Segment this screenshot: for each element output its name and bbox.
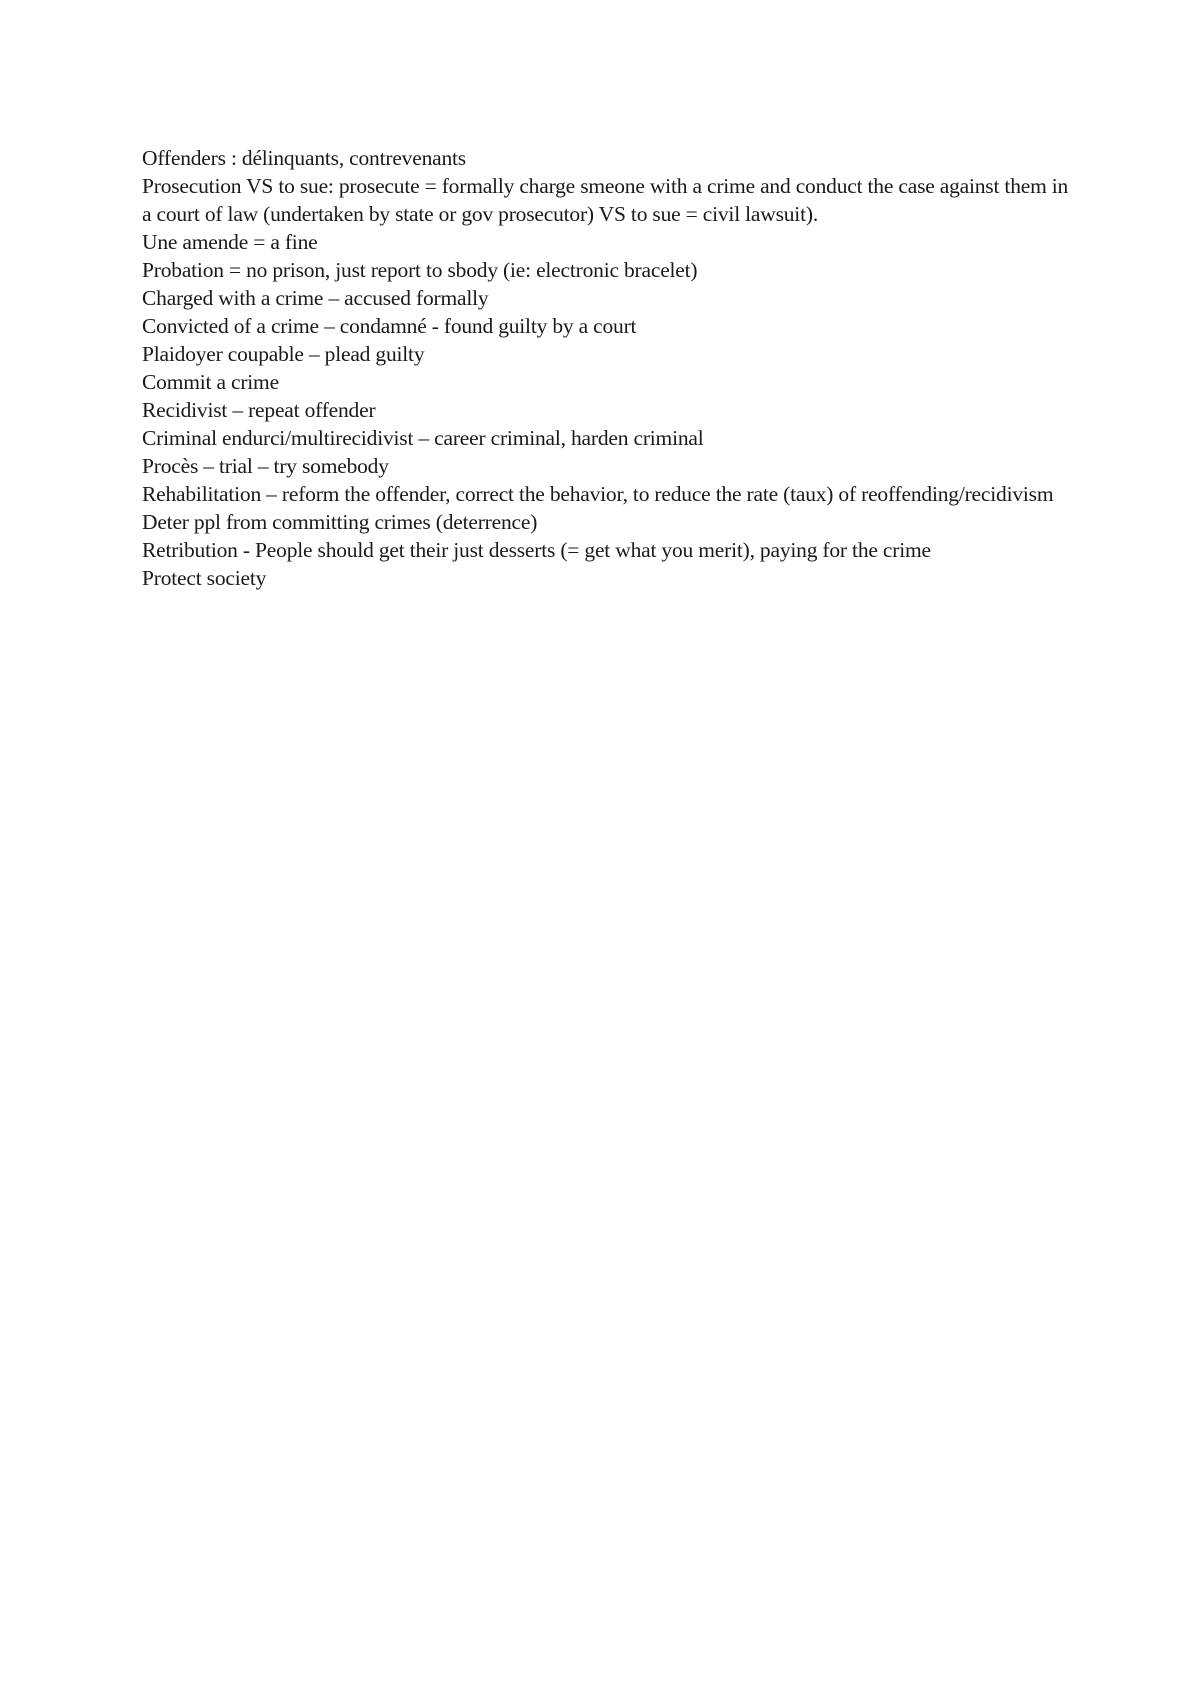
note-line-deter: Deter ppl from committing crimes (deterrence) [142,510,538,534]
note-line-convicted: Convicted of a crime – condamné - found guilty by a court [142,314,637,338]
note-line-recidivist: Recidivist – repeat offender [142,398,376,422]
note-line-prosecution: Prosecution VS to sue: prosecute = formally charge smeone with a crime and conduct the case against them in a court of law (undertaken by state or gov prosecutor) VS to sue = civil lawsuit). [142,174,1069,226]
note-line-proces: Procès – trial – try somebody [142,454,389,478]
note-line-criminal-endurci: Criminal endurci/multirecidivist – career criminal, harden criminal [142,426,704,450]
document-body [142,144,1072,592]
note-line-rehabilitation: Rehabilitation – reform the offender, correct the behavior, to reduce the rate (taux) of reoffending/recidivism [142,482,1054,506]
note-line-retribution: Retribution - People should get their just desserts (= get what you merit), paying for the crime [142,538,931,562]
note-line-protect: Protect society [142,566,267,590]
note-line-plaidoyer: Plaidoyer coupable – plead guilty [142,342,425,366]
note-line-offenders: Offenders : délinquants, contrevenants [142,146,466,170]
note-line-charged: Charged with a crime – accused formally [142,286,489,310]
note-line-commit: Commit a crime [142,370,279,394]
note-line-probation: Probation = no prison, just report to sbody (ie: electronic bracelet) [142,258,698,282]
note-line-amende: Une amende = a fine [142,230,318,254]
